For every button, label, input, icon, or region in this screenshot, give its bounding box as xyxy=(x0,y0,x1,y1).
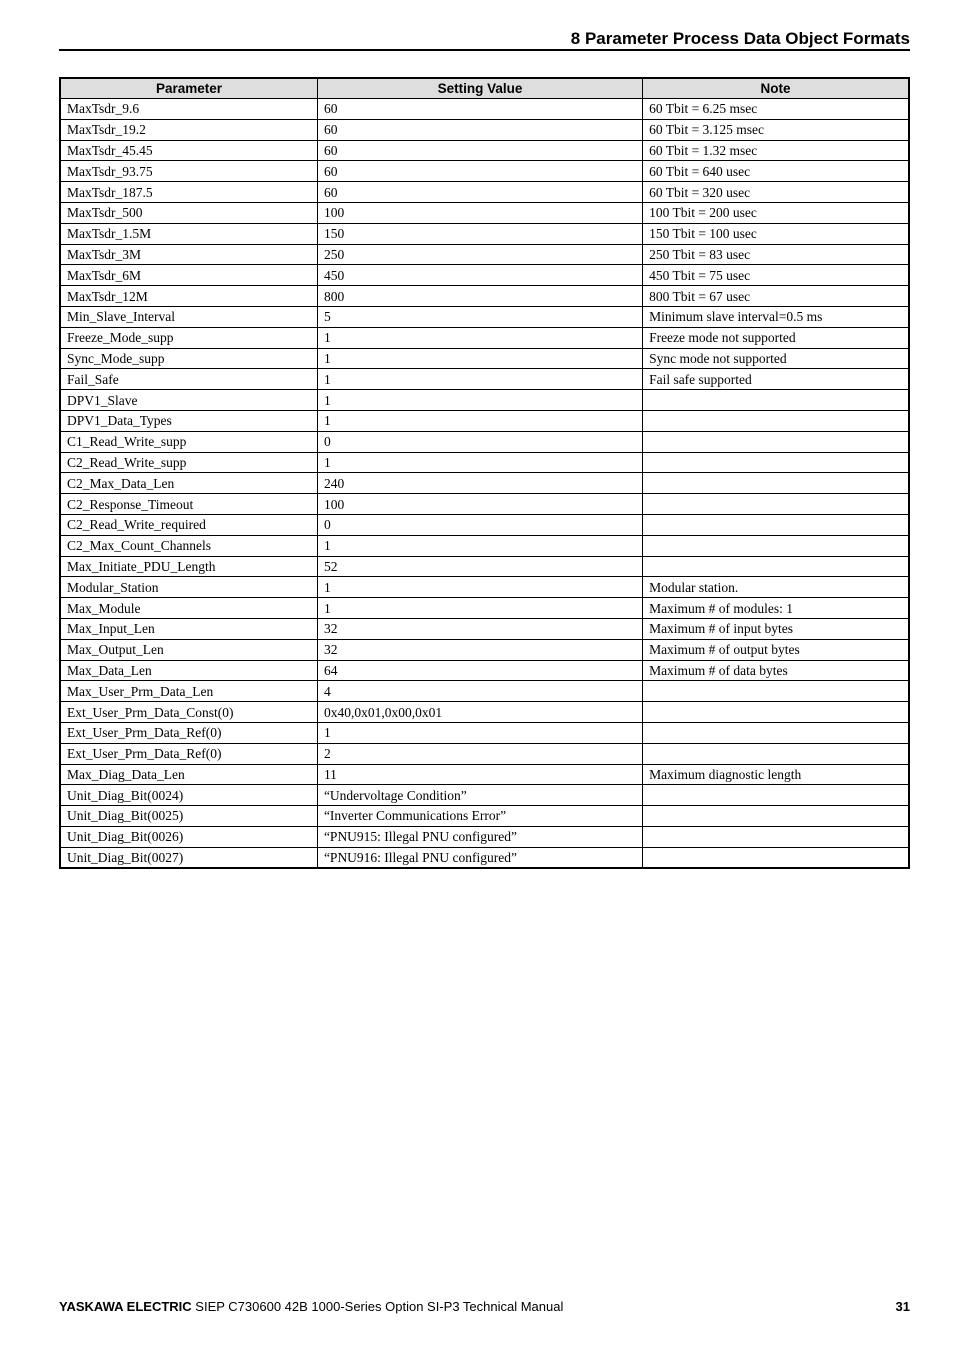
note-cell xyxy=(643,535,909,556)
note-cell: Fail safe supported xyxy=(643,369,909,390)
table-row xyxy=(60,722,909,743)
note-cell: Minimum slave interval=0.5 ms xyxy=(643,306,909,327)
setting-value-cell: “PNU915: Illegal PNU configured” xyxy=(317,826,642,847)
footer-brand: YASKAWA ELECTRIC xyxy=(59,1299,192,1314)
note-cell xyxy=(643,826,909,847)
setting-value-cell: “Undervoltage Condition” xyxy=(317,785,642,806)
parameter-cell: C2_Read_Write_supp xyxy=(60,452,317,473)
parameter-cell: MaxTsdr_12M xyxy=(60,286,317,307)
setting-value-cell: 1 xyxy=(317,598,642,619)
parameter-cell: Max_Data_Len xyxy=(60,660,317,681)
note-cell xyxy=(643,494,909,515)
parameter-cell: Sync_Mode_supp xyxy=(60,348,317,369)
setting-value-cell: 60 xyxy=(317,182,642,203)
note-cell: 60 Tbit = 640 usec xyxy=(643,161,909,182)
note-cell: 800 Tbit = 67 usec xyxy=(643,286,909,307)
parameter-cell: Freeze_Mode_supp xyxy=(60,327,317,348)
table-row xyxy=(60,639,909,660)
setting-value-cell: 32 xyxy=(317,639,642,660)
note-cell xyxy=(643,702,909,723)
table-row xyxy=(60,514,909,535)
note-cell xyxy=(643,410,909,431)
note-cell: 60 Tbit = 320 usec xyxy=(643,182,909,203)
setting-value-cell: 800 xyxy=(317,286,642,307)
parameter-cell: Max_User_Prm_Data_Len xyxy=(60,681,317,702)
note-cell: Maximum # of input bytes xyxy=(643,618,909,639)
setting-value-cell: 64 xyxy=(317,660,642,681)
note-cell: Maximum diagnostic length xyxy=(643,764,909,785)
table-row xyxy=(60,743,909,764)
table-header-row xyxy=(60,78,909,99)
table-row xyxy=(60,369,909,390)
parameter-cell: MaxTsdr_187.5 xyxy=(60,182,317,203)
table-row xyxy=(60,535,909,556)
note-cell: 60 Tbit = 6.25 msec xyxy=(643,99,909,120)
table-row xyxy=(60,764,909,785)
setting-value-cell: “Inverter Communications Error” xyxy=(317,806,642,827)
parameter-cell: Unit_Diag_Bit(0027) xyxy=(60,847,317,868)
table-row xyxy=(60,244,909,265)
parameter-cell: Unit_Diag_Bit(0024) xyxy=(60,785,317,806)
table-row xyxy=(60,785,909,806)
parameter-cell: DPV1_Data_Types xyxy=(60,410,317,431)
table-row xyxy=(60,390,909,411)
column-header-setting-value: Setting Value xyxy=(317,78,642,99)
note-cell: 60 Tbit = 1.32 msec xyxy=(643,140,909,161)
table-row xyxy=(60,618,909,639)
parameter-cell: Max_Module xyxy=(60,598,317,619)
note-cell xyxy=(643,514,909,535)
note-cell: 150 Tbit = 100 usec xyxy=(643,223,909,244)
parameter-cell: Max_Output_Len xyxy=(60,639,317,660)
parameter-cell: Unit_Diag_Bit(0026) xyxy=(60,826,317,847)
parameter-cell: MaxTsdr_500 xyxy=(60,202,317,223)
setting-value-cell: 60 xyxy=(317,140,642,161)
table-row xyxy=(60,556,909,577)
parameter-cell: C2_Read_Write_required xyxy=(60,514,317,535)
setting-value-cell: 4 xyxy=(317,681,642,702)
table-row xyxy=(60,327,909,348)
table-row xyxy=(60,598,909,619)
table-row xyxy=(60,306,909,327)
section-header xyxy=(59,28,910,51)
setting-value-cell: 150 xyxy=(317,223,642,244)
table-row xyxy=(60,161,909,182)
note-cell xyxy=(643,431,909,452)
setting-value-cell: 1 xyxy=(317,327,642,348)
note-cell xyxy=(643,743,909,764)
parameter-cell: Ext_User_Prm_Data_Ref(0) xyxy=(60,743,317,764)
table-row xyxy=(60,702,909,723)
table-row xyxy=(60,431,909,452)
setting-value-cell: 60 xyxy=(317,119,642,140)
note-cell xyxy=(643,785,909,806)
setting-value-cell: 0x40,0x01,0x00,0x01 xyxy=(317,702,642,723)
setting-value-cell: 1 xyxy=(317,390,642,411)
note-cell: Maximum # of output bytes xyxy=(643,639,909,660)
table-row xyxy=(60,660,909,681)
setting-value-cell: 5 xyxy=(317,306,642,327)
table-row xyxy=(60,140,909,161)
parameter-cell: C2_Response_Timeout xyxy=(60,494,317,515)
setting-value-cell: 250 xyxy=(317,244,642,265)
table-row xyxy=(60,681,909,702)
note-cell: 100 Tbit = 200 usec xyxy=(643,202,909,223)
setting-value-cell: 0 xyxy=(317,514,642,535)
parameter-cell: MaxTsdr_6M xyxy=(60,265,317,286)
parameter-cell: Max_Input_Len xyxy=(60,618,317,639)
note-cell: 60 Tbit = 3.125 msec xyxy=(643,119,909,140)
table-row xyxy=(60,826,909,847)
table-row xyxy=(60,202,909,223)
note-cell: Maximum # of modules: 1 xyxy=(643,598,909,619)
note-cell xyxy=(643,556,909,577)
parameter-cell: Max_Diag_Data_Len xyxy=(60,764,317,785)
table-row xyxy=(60,494,909,515)
note-cell: 250 Tbit = 83 usec xyxy=(643,244,909,265)
setting-value-cell: 240 xyxy=(317,473,642,494)
table-body xyxy=(60,99,909,869)
note-cell xyxy=(643,722,909,743)
setting-value-cell: 100 xyxy=(317,202,642,223)
note-cell: Maximum # of data bytes xyxy=(643,660,909,681)
table-row xyxy=(60,806,909,827)
note-cell xyxy=(643,806,909,827)
parameter-cell: DPV1_Slave xyxy=(60,390,317,411)
parameter-cell: MaxTsdr_3M xyxy=(60,244,317,265)
parameter-cell: MaxTsdr_9.6 xyxy=(60,99,317,120)
column-header-parameter: Parameter xyxy=(60,78,317,99)
section-title: 8 Parameter Process Data Object Formats xyxy=(570,29,910,48)
parameter-cell: Ext_User_Prm_Data_Ref(0) xyxy=(60,722,317,743)
setting-value-cell: 60 xyxy=(317,161,642,182)
parameter-table xyxy=(59,77,910,869)
table-row xyxy=(60,847,909,868)
setting-value-cell: 11 xyxy=(317,764,642,785)
setting-value-cell: 60 xyxy=(317,99,642,120)
parameter-cell: MaxTsdr_1.5M xyxy=(60,223,317,244)
setting-value-cell: 32 xyxy=(317,618,642,639)
setting-value-cell: “PNU916: Illegal PNU configured” xyxy=(317,847,642,868)
table-row xyxy=(60,286,909,307)
setting-value-cell: 1 xyxy=(317,452,642,473)
parameter-cell: C2_Max_Count_Channels xyxy=(60,535,317,556)
table-row xyxy=(60,99,909,120)
setting-value-cell: 1 xyxy=(317,410,642,431)
setting-value-cell: 100 xyxy=(317,494,642,515)
parameter-cell: Modular_Station xyxy=(60,577,317,598)
table-row xyxy=(60,452,909,473)
note-cell xyxy=(643,681,909,702)
setting-value-cell: 0 xyxy=(317,431,642,452)
table-row xyxy=(60,223,909,244)
parameter-cell: Fail_Safe xyxy=(60,369,317,390)
parameter-cell: C1_Read_Write_supp xyxy=(60,431,317,452)
page-number: 31 xyxy=(895,1299,910,1314)
note-cell xyxy=(643,452,909,473)
parameter-cell: C2_Max_Data_Len xyxy=(60,473,317,494)
table-row xyxy=(60,410,909,431)
setting-value-cell: 1 xyxy=(317,348,642,369)
note-cell: Freeze mode not supported xyxy=(643,327,909,348)
setting-value-cell: 1 xyxy=(317,577,642,598)
setting-value-cell: 1 xyxy=(317,369,642,390)
table-row xyxy=(60,182,909,203)
setting-value-cell: 450 xyxy=(317,265,642,286)
setting-value-cell: 1 xyxy=(317,535,642,556)
note-cell: Modular station. xyxy=(643,577,909,598)
setting-value-cell: 1 xyxy=(317,722,642,743)
note-cell xyxy=(643,390,909,411)
table-row xyxy=(60,348,909,369)
parameter-cell: MaxTsdr_19.2 xyxy=(60,119,317,140)
parameter-cell: Unit_Diag_Bit(0025) xyxy=(60,806,317,827)
parameter-cell: Min_Slave_Interval xyxy=(60,306,317,327)
setting-value-cell: 52 xyxy=(317,556,642,577)
column-header-note: Note xyxy=(643,78,909,99)
page-footer xyxy=(59,1299,910,1315)
parameter-cell: MaxTsdr_45.45 xyxy=(60,140,317,161)
setting-value-cell: 2 xyxy=(317,743,642,764)
parameter-cell: MaxTsdr_93.75 xyxy=(60,161,317,182)
parameter-cell: Ext_User_Prm_Data_Const(0) xyxy=(60,702,317,723)
table-row xyxy=(60,119,909,140)
footer-manual-title: SIEP C730600 42B 1000-Series Option SI-P3 Technical Manual xyxy=(191,1299,564,1314)
table-row xyxy=(60,473,909,494)
note-cell xyxy=(643,847,909,868)
note-cell: Sync mode not supported xyxy=(643,348,909,369)
note-cell: 450 Tbit = 75 usec xyxy=(643,265,909,286)
table-row xyxy=(60,265,909,286)
parameter-cell: Max_Initiate_PDU_Length xyxy=(60,556,317,577)
note-cell xyxy=(643,473,909,494)
table-row xyxy=(60,577,909,598)
